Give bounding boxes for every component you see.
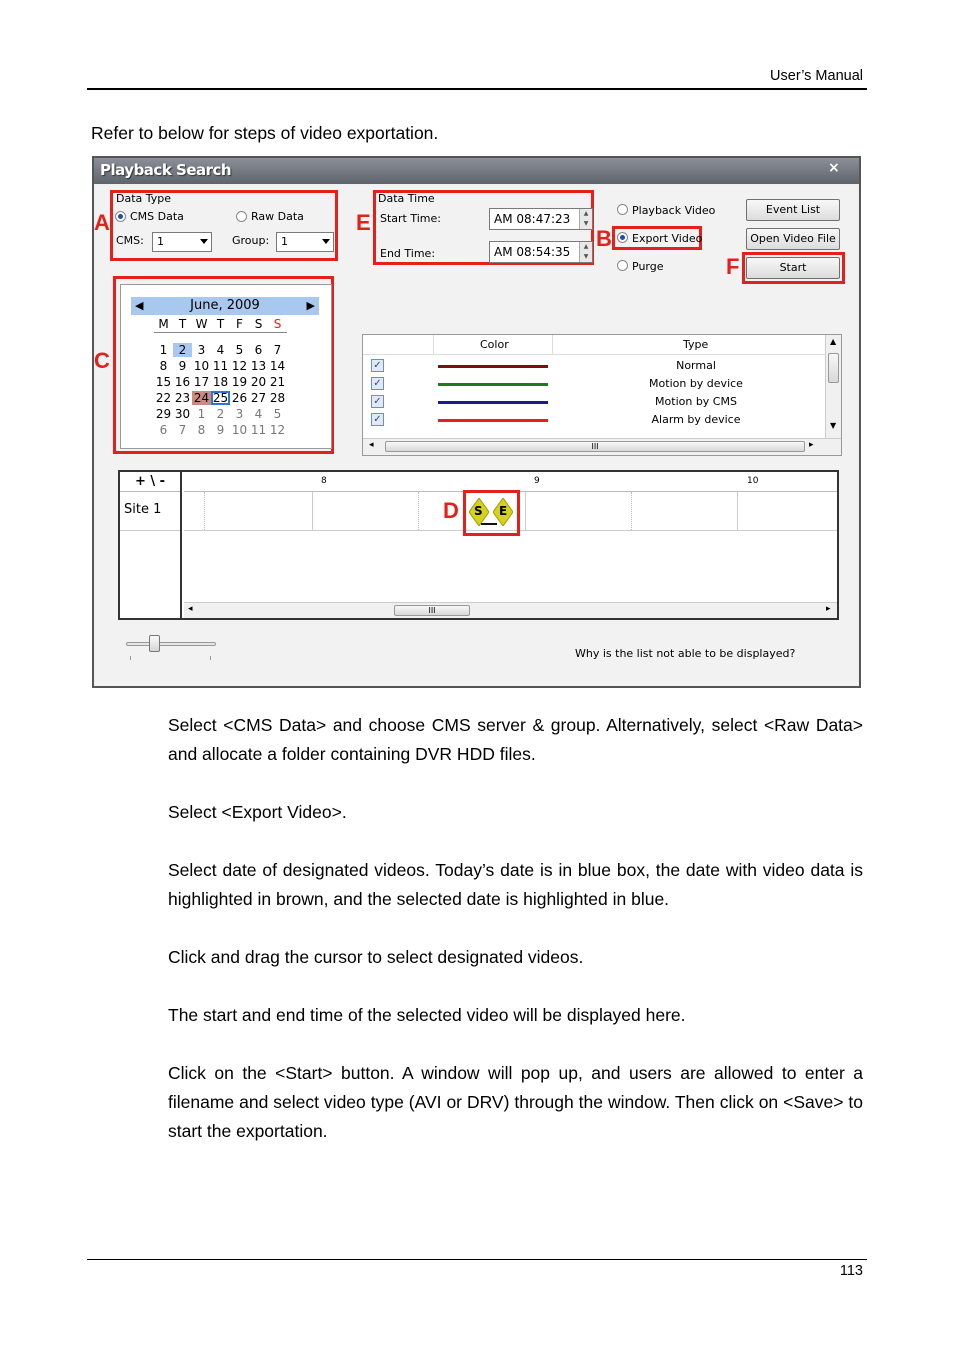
calendar-week [154, 343, 287, 357]
calendar-day[interactable]: 10 [193, 359, 210, 373]
row-divider [120, 530, 180, 531]
scroll-thumb[interactable] [828, 353, 839, 383]
calendar-day[interactable]: 15 [155, 375, 172, 389]
calendar-day[interactable]: 23 [174, 391, 191, 405]
checkbox-icon[interactable]: ✓ [371, 395, 384, 408]
scroll-thumb[interactable]: III [385, 441, 805, 452]
calendar-day-selected[interactable]: 2 [173, 343, 192, 357]
selection-bar[interactable] [481, 523, 497, 525]
calendar-day[interactable]: 14 [269, 359, 286, 373]
timeline-gridline [525, 492, 526, 530]
calendar-day[interactable]: 1 [159, 343, 168, 357]
color-legend-table [362, 334, 842, 456]
step-b-text: Select <Export Video>. [168, 802, 347, 822]
raw-data-label: Raw Data [251, 210, 304, 223]
legend-color-line [438, 383, 548, 386]
legend-row [371, 411, 823, 429]
legend-row [371, 375, 823, 393]
timeline-ruler [184, 472, 837, 492]
calendar-day-today[interactable]: 25 [212, 391, 229, 405]
scroll-up-icon[interactable]: ▲ [830, 337, 837, 346]
spin-arrows-icon[interactable]: ▲ ▼ [579, 209, 592, 229]
calendar-day-next-month[interactable]: 9 [216, 423, 225, 437]
calendar-day[interactable]: 5 [235, 343, 244, 357]
calendar-day[interactable]: 11 [212, 359, 229, 373]
legend-row [371, 357, 823, 375]
calendar-day-next-month[interactable]: 7 [178, 423, 187, 437]
calendar-day[interactable]: 26 [231, 391, 248, 405]
data-time-label: Data Time [378, 192, 435, 205]
slider-tick [130, 656, 131, 660]
zoom-slider-thumb[interactable] [149, 635, 160, 652]
calendar-header [131, 297, 319, 315]
legend-type: Motion by device [649, 377, 743, 390]
calendar-day[interactable]: 13 [250, 359, 267, 373]
group-label: Group: [232, 234, 270, 247]
export-video-label: Export Video [632, 232, 703, 245]
cms-select[interactable] [152, 232, 212, 252]
next-month-icon[interactable]: ▶ [306, 299, 315, 312]
group-select[interactable] [276, 232, 334, 252]
calendar-day-next-month[interactable]: 11 [250, 423, 267, 437]
calendar-weekdays [154, 317, 287, 333]
calendar-day[interactable]: 19 [231, 375, 248, 389]
calendar-day[interactable]: 16 [174, 375, 191, 389]
calendar-week [154, 407, 287, 421]
calendar-day[interactable]: 17 [193, 375, 210, 389]
calendar-day[interactable]: 3 [197, 343, 206, 357]
export-video-radio[interactable] [617, 232, 628, 243]
dialog-body [96, 186, 857, 686]
marker-d: D [443, 498, 459, 523]
instruction-steps [168, 711, 863, 1175]
step-d-text: Click and drag the cursor to select designated videos. [168, 947, 584, 967]
legend-type: Normal [676, 359, 716, 372]
start-time-label: Start Time: [380, 212, 441, 225]
marker-f: F [726, 254, 740, 279]
playback-video-radio[interactable] [617, 204, 628, 215]
prev-month-icon[interactable]: ◀ [135, 299, 144, 312]
legend-vertical-scrollbar[interactable] [825, 335, 841, 439]
cms-label: CMS: [116, 234, 144, 247]
calendar-day-next-month[interactable]: 3 [235, 407, 244, 421]
event-list-button[interactable]: Event List [746, 199, 840, 221]
marker-c: C [94, 348, 110, 373]
calendar-day-next-month[interactable]: 5 [273, 407, 282, 421]
zoom-toggle[interactable]: + \ - [120, 472, 180, 492]
calendar-day-with-data[interactable]: 24 [193, 391, 210, 405]
calendar-week [154, 423, 287, 437]
legend-col-type: Type [683, 338, 709, 351]
chevron-down-icon [200, 239, 208, 244]
cms-select-value: 1 [157, 235, 164, 248]
marker-a: A [94, 210, 110, 235]
open-video-file-button[interactable]: Open Video File [746, 228, 840, 250]
scroll-down-icon[interactable]: ▼ [830, 421, 837, 430]
calendar-day[interactable]: 30 [174, 407, 191, 421]
legend-col-color: Color [480, 338, 509, 351]
timeline-tick: 9 [534, 476, 540, 486]
calendar-week [154, 359, 287, 373]
start-time-value: AM 08:47:23 [494, 212, 571, 226]
marker-e: E [356, 210, 371, 235]
cms-data-radio[interactable] [115, 211, 126, 222]
data-type-label: Data Type [116, 192, 172, 205]
legend-color-line [438, 401, 548, 404]
calendar-month: June, 2009 [190, 298, 260, 313]
legend-row [371, 393, 823, 411]
timeline-gridline [204, 492, 205, 530]
calendar-day-next-month[interactable]: 8 [197, 423, 206, 437]
header-rule [87, 88, 867, 90]
scroll-right-icon[interactable]: ▸ [809, 440, 814, 450]
dialog-titlebar [94, 158, 859, 184]
column-divider [552, 335, 553, 355]
group-select-value: 1 [281, 235, 288, 248]
calendar-day[interactable]: 8 [159, 359, 168, 373]
calendar-day[interactable]: 12 [231, 359, 248, 373]
weekday: F [236, 317, 243, 331]
spin-arrows-icon[interactable]: ▲ ▼ [579, 242, 592, 262]
scroll-left-icon[interactable]: ◂ [369, 440, 374, 450]
calendar-day[interactable]: 22 [155, 391, 172, 405]
calendar-day[interactable]: 28 [269, 391, 286, 405]
timeline-tick: 10 [747, 476, 759, 486]
calendar-day[interactable]: 4 [216, 343, 225, 357]
legend-type: Alarm by device [651, 413, 741, 426]
footer-rule [87, 1259, 867, 1260]
purge-radio[interactable] [617, 260, 628, 271]
end-time-value: AM 08:54:35 [494, 245, 571, 259]
timeline-panel [118, 470, 839, 620]
zoom-slider-track[interactable] [126, 642, 216, 646]
slider-tick [210, 656, 211, 660]
purge-label: Purge [632, 260, 664, 273]
calendar-day[interactable]: 20 [250, 375, 267, 389]
page-number: 113 [839, 1263, 863, 1279]
step-c-text: Select date of designated videos. Today’s date is in blue box, the date with video data is highlighted in brown, and the selected date is highlighted in blue. [168, 860, 863, 909]
playback-video-label: Playback Video [632, 204, 716, 217]
legend-color-line [438, 365, 548, 368]
timeline-gridline [418, 492, 419, 530]
running-header: User’s Manual [770, 68, 863, 84]
scroll-right-icon[interactable]: ▸ [826, 604, 831, 614]
calendar-day[interactable]: 6 [254, 343, 263, 357]
calendar-week [154, 391, 287, 405]
step-f-text: Click on the <Start> button. A window will pop up, and users are allowed to enter a filename and select video type (AVI or DRV) through the window. Then click on <Save> to start the exportation. [168, 1063, 863, 1141]
intro-text: Refer to below for steps of video exportation. [91, 123, 439, 143]
site-label: Site 1 [124, 502, 162, 517]
timeline-tick: 8 [321, 476, 327, 486]
weekday: T [216, 317, 225, 331]
calendar-week [154, 375, 287, 389]
calendar-day[interactable]: 29 [155, 407, 172, 421]
playback-search-dialog [92, 156, 861, 688]
weekday: T [178, 317, 187, 331]
calendar-day[interactable]: 27 [250, 391, 267, 405]
start-time-field[interactable] [489, 208, 593, 230]
weekday: S [254, 317, 263, 331]
checkbox-icon[interactable]: ✓ [371, 377, 384, 390]
cms-data-label: CMS Data [130, 210, 184, 223]
timeline-gridline [631, 492, 632, 530]
checkbox-icon[interactable]: ✓ [371, 359, 384, 372]
calendar-day[interactable]: 21 [269, 375, 286, 389]
help-link[interactable]: Why is the list not able to be displayed? [575, 647, 796, 660]
calendar-day-next-month[interactable]: 2 [216, 407, 225, 421]
calendar [120, 284, 332, 449]
close-icon[interactable]: × [828, 160, 840, 176]
end-marker-label: E [499, 504, 508, 518]
marker-b: B [596, 226, 612, 251]
scroll-left-icon[interactable]: ◂ [188, 604, 193, 614]
timeline-scrollbar[interactable] [184, 602, 837, 618]
start-marker-label: S [474, 504, 483, 518]
weekday: W [195, 317, 208, 331]
legend-color-line [438, 419, 548, 422]
calendar-day[interactable]: 9 [178, 359, 187, 373]
weekday: S [273, 317, 282, 331]
calendar-day-next-month[interactable]: 4 [254, 407, 263, 421]
step-e-text: The start and end time of the selected video will be displayed here. [168, 1005, 686, 1025]
end-time-label: End Time: [380, 247, 436, 260]
calendar-day-next-month[interactable]: 12 [269, 423, 286, 437]
calendar-day-next-month[interactable]: 1 [197, 407, 206, 421]
calendar-day-next-month[interactable]: 10 [231, 423, 248, 437]
weekday: M [158, 317, 169, 331]
legend-horizontal-scrollbar[interactable] [363, 438, 841, 455]
timeline-gridline [312, 492, 313, 530]
chevron-down-icon [322, 239, 330, 244]
end-time-field[interactable] [489, 241, 593, 263]
timeline-site-column [120, 472, 182, 618]
legend-type: Motion by CMS [655, 395, 737, 408]
start-button[interactable]: Start [746, 257, 840, 279]
checkbox-icon[interactable]: ✓ [371, 413, 384, 426]
calendar-day[interactable]: 7 [273, 343, 282, 357]
calendar-day-next-month[interactable]: 6 [159, 423, 168, 437]
scroll-thumb[interactable]: III [394, 605, 470, 616]
timeline-gridline [737, 492, 738, 530]
raw-data-radio[interactable] [236, 211, 247, 222]
dialog-title: Playback Search [100, 161, 232, 179]
step-a-text: Select <CMS Data> and choose CMS server & group. Alternatively, select <Raw Data> and allocate a folder containing DVR HDD files. [168, 715, 863, 764]
calendar-day[interactable]: 18 [212, 375, 229, 389]
column-divider [433, 335, 434, 355]
